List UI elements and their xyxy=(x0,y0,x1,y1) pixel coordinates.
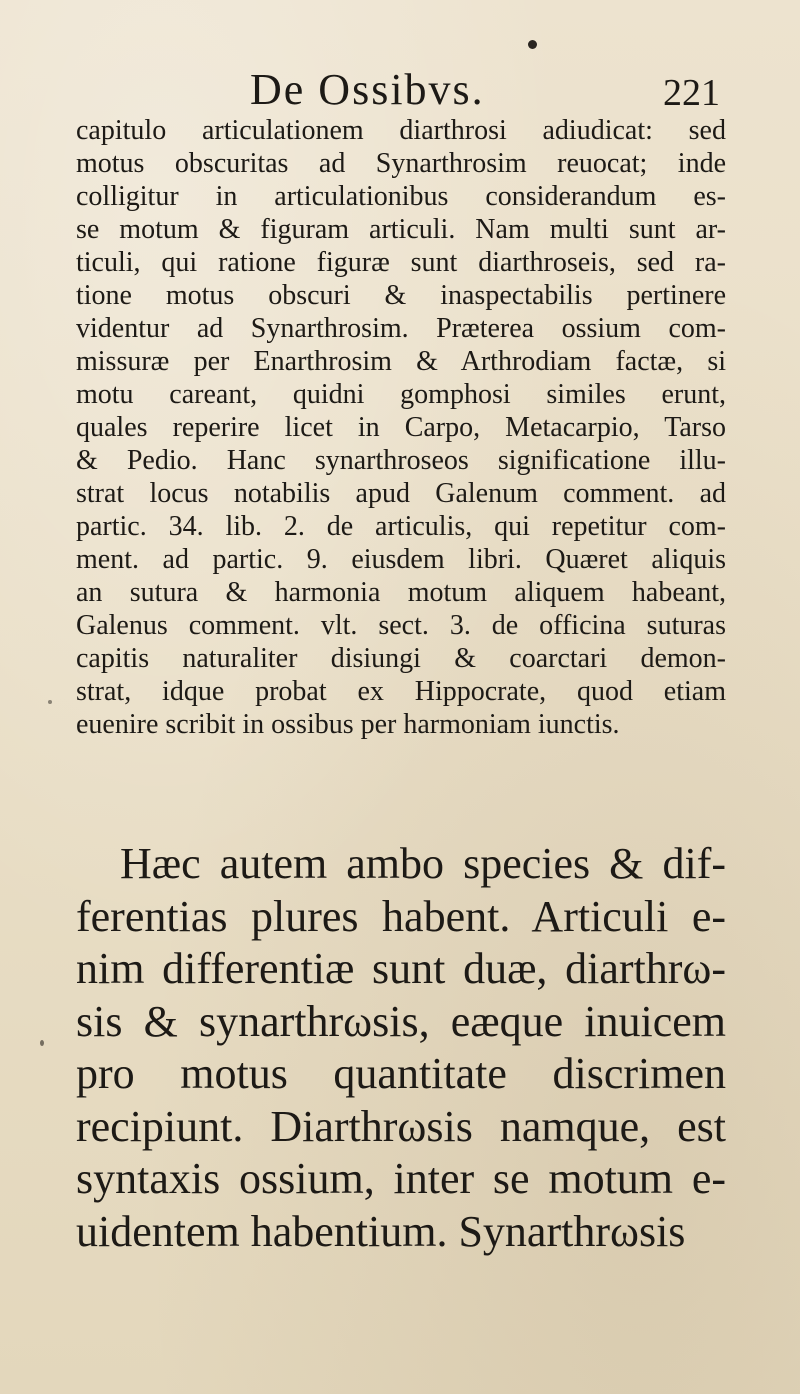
text-line: uidentem habentium. Synarthrωsis xyxy=(76,1206,686,1256)
text-line: capitis naturaliter disiungi & coarctari demon- xyxy=(76,643,726,674)
text-line: ferentias plures habent. Articuli e- xyxy=(76,891,726,941)
page-header xyxy=(80,62,720,118)
text-line: videntur ad Synarthrosim. Præterea ossium com- xyxy=(76,313,726,344)
text-line: quales reperire licet in Carpo, Metacarpio, Tarso xyxy=(76,412,726,443)
text-line: recipiunt. Diarthrωsis namque, est xyxy=(76,1101,726,1151)
main-text xyxy=(76,838,726,1258)
text-line: se motum & figuram articuli. Nam multi sunt ar- xyxy=(76,214,726,245)
page-number: 221 xyxy=(663,72,720,114)
text-line: ment. ad partic. 9. eiusdem libri. Quæret aliquis xyxy=(76,544,726,575)
text-line: tione motus obscuri & inaspectabilis pertinere xyxy=(76,280,726,311)
text-line: & Pedio. Hanc synarthroseos significatione illu- xyxy=(76,445,726,476)
text-line: capitulo articulationem diarthrosi adiudicat: sed xyxy=(76,115,726,146)
text-line: Hæc autem ambo species & dif- xyxy=(120,839,726,888)
commentary-text xyxy=(76,114,726,741)
ink-speck xyxy=(40,1040,44,1046)
text-line: missuræ per Enarthrosim & Arthrodiam factæ, si xyxy=(76,346,726,377)
text-line: euenire scribit in ossibus per harmoniam iunctis. xyxy=(76,709,620,740)
text-line: strat locus notabilis apud Galenum comment. ad xyxy=(76,478,726,509)
ink-speck xyxy=(48,700,52,704)
text-line: colligitur in articulationibus considerandum es- xyxy=(76,181,726,212)
text-line: syntaxis ossium, inter se motum e- xyxy=(76,1154,726,1203)
text-line: strat, idque probat ex Hippocrate, quod etiam xyxy=(76,676,726,707)
ink-speck xyxy=(528,40,537,49)
text-line: Galenus comment. vlt. sect. 3. de officina suturas xyxy=(76,610,726,641)
text-line: an sutura & harmonia motum aliquem habeant, xyxy=(76,577,726,608)
text-line: motus obscuritas ad Synarthrosim reuocat; inde xyxy=(76,148,726,179)
text-line: pro motus quantitate discrimen xyxy=(76,1049,726,1098)
text-line: sis & synarthrωsis, eæque inuicem xyxy=(76,996,726,1046)
text-line: motu careant, quidni gomphosi similes erunt, xyxy=(76,379,726,410)
text-line: partic. 34. lib. 2. de articulis, qui repetitur com- xyxy=(76,511,726,542)
running-title: De Ossibvs. xyxy=(250,65,485,114)
text-line: ticuli, qui ratione figuræ sunt diarthroseis, sed ra- xyxy=(76,247,726,278)
text-line: nim differentiæ sunt duæ, diarthrω- xyxy=(76,944,726,993)
